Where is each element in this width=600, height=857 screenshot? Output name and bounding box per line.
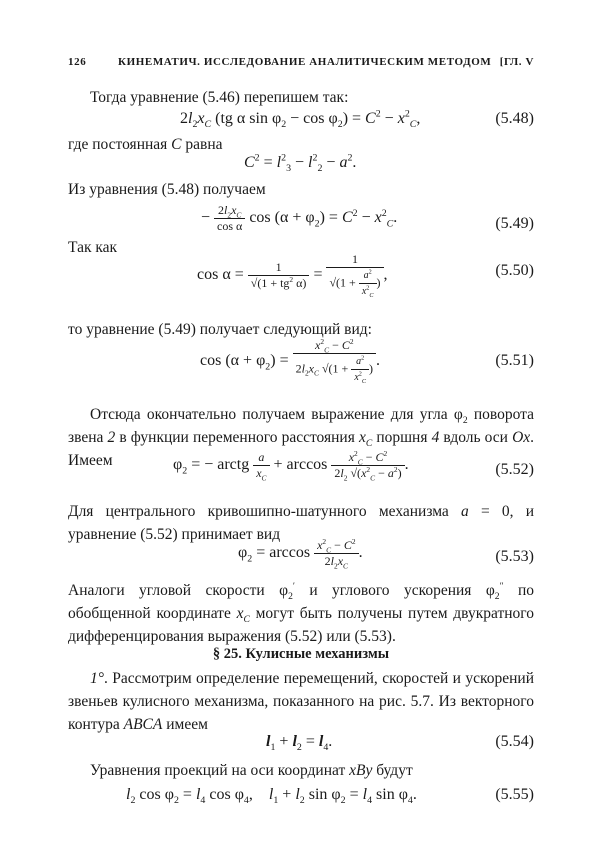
running-title: КИНЕМАТИЧ. ИССЛЕДОВАНИЕ АНАЛИТИЧЕСКИМ МЕТОДОМ [118,56,492,68]
equation-number: (5.55) [495,786,534,803]
equation-5-52: $\varphi_2$ = − arctg $\frac{a}{x_C}$ + arccos $\frac{x^2_C - C^2}{2l_2 √(x^2_C - a^2)}$ . (5.52) [173,449,534,483]
equation-5-50: cos α = $\frac{1}{√(1 + tg^2 \alpha)}$ = 1 √(1 + $\frac{a^2}{x^2_C}$ ) , (5.50) [197,252,534,299]
paragraph-1: Тогда уравнение (5.46) перепишем так: [90,89,349,106]
section-heading: § 25. Кулисные механизмы [212,646,390,662]
paragraph-6: Отсюда окончательно получаем выражение для угла $\varphi_2$ поворота звена 2 в функции переменного расстояния $x_C$ поршня 4 вдоль оси Ox. Имеем [68,406,535,469]
paragraph-5: то уравнение (5.49) получает следующий вид: [68,321,372,338]
paragraph-7: Для центрального кривошипно-шатунного механизма a = 0, и уравнение (5.52) принимает вид [68,503,534,543]
paragraph-3: Из уравнения (5.48) получаем [68,181,266,198]
equation-number: (5.54) [495,733,534,750]
equation-number: (5.48) [495,110,534,127]
paragraph-10: Уравнения проекций на оси координат xBy будут [90,762,413,779]
equation-number: (5.53) [495,548,534,565]
book-page: 126 КИНЕМАТИЧ. ИССЛЕДОВАНИЕ АНАЛИТИЧЕСКИМ МЕТОДОМ [ГЛ. V Тогда уравнение (5.46) перепишем так: $2l_2x_C$ (tg α $\sin \varphi_2 - \cos \varphi_2) = C^2 - x^2_C$, (5.48) где постоянная C равна $C^2 = l^2_3 - l^2_2 - a^2$. Из уравнения (5.48) получаем − $\frac{2l_2x_C}{\text{cos α}}$ $\cos (\alpha + \varphi_2) = C^2 - x^2_C$. (5.49) Так как cos α = $\frac{1}{√(1 + tg^2 \alpha)}$ = 1 √(1 + $\frac{a^2}{x^2_C}$ ) , (5.50) то уравнение (5.49) получает следующий вид: $\cos (\alpha + \varphi_2)$ = $x^2_C - C^2$ $2l_2x_C$ √(1 + $\frac{a^2}{x^2_C}$ ) . (5.51) Отсюда окончательно получаем выражение для угла $\varphi_2$ поворота звена 2 в функции переменного расстояния $x_C$ поршня 4 вдоль оси Ox. Имеем $\varphi_2$ = − arctg $\frac{a}{x_C}$ + arccos $\frac{x^2_C - C^2}{2l_2 √(x^2_C - a^2)}$ . (5.52) Для центрального кривошипно-шатунного механизма a = 0, и уравнение (5.52) принимает вид $\varphi_2 = \arccos$ $\frac{x^2_C - C^2}{2l_2x_C}$ . (5.53) Аналоги угловой скорости $\varphi_2'$ и углового ускорения $\varphi_2''$ по обобщенной координате $x_C$ могут быть получены путем двукратного дифференцирования выражения (5.52) или (5.53). § 25. Кулисные механизмы 1°. Рассмотрим определение перемещений, скоростей и ускорений звеньев кулисного механизма, показанного на рис. 5.7. Из векторного контура ABCA имеем $l_1 + l_2 = l_4$. (5.54) Уравнения проекций на оси координат xBy будут $l_2$ $\cos \varphi_2 = l_4$ $\cos \varphi_4$, $l_1 + l_2$ $\sin \varphi_2 = l_4$ $\sin \varphi_4$. (5.55) [68,56,535,807]
paragraph-9: 1°. Рассмотрим определение перемещений, скоростей и ускорений звеньев кулисного механизма, показанного на рис. 5.7. Из векторного контура ABCA имеем [68,670,534,733]
equation-5-51: $\cos (\alpha + \varphi_2)$ = $x^2_C - C^2$ $2l_2x_C$ √(1 + $\frac{a^2}{x^2_C}$ ) . (5.51) [200,337,534,385]
equation-number: (5.51) [495,352,534,369]
running-header [68,56,534,74]
equation-number: (5.52) [495,461,534,478]
equation-5-53: $\varphi_2 = \arccos$ $\frac{x^2_C - C^2}{2l_2x_C}$ . (5.53) [238,537,534,571]
equation-number: (5.50) [495,262,534,279]
page-number: 126 [68,56,87,68]
equation-number: (5.49) [495,215,534,232]
chapter-label: [ГЛ. V [499,56,534,68]
paragraph-8: Аналоги угловой скорости $\varphi_2'$ и углового ускорения $\varphi_2''$ по обобщенной координате $x_C$ могут быть получены путем двукратного дифференцирования выражения (5.52) или (5.53). [68,580,535,645]
paragraph-4: Так как [68,239,118,256]
paragraph-2: где постоянная C равна [68,136,223,153]
equation-5-49: − $\frac{2l_2x_C}{\text{cos α}}$ $\cos (\alpha + \varphi_2) = C^2 - x^2_C$. (5.49) [201,203,534,233]
